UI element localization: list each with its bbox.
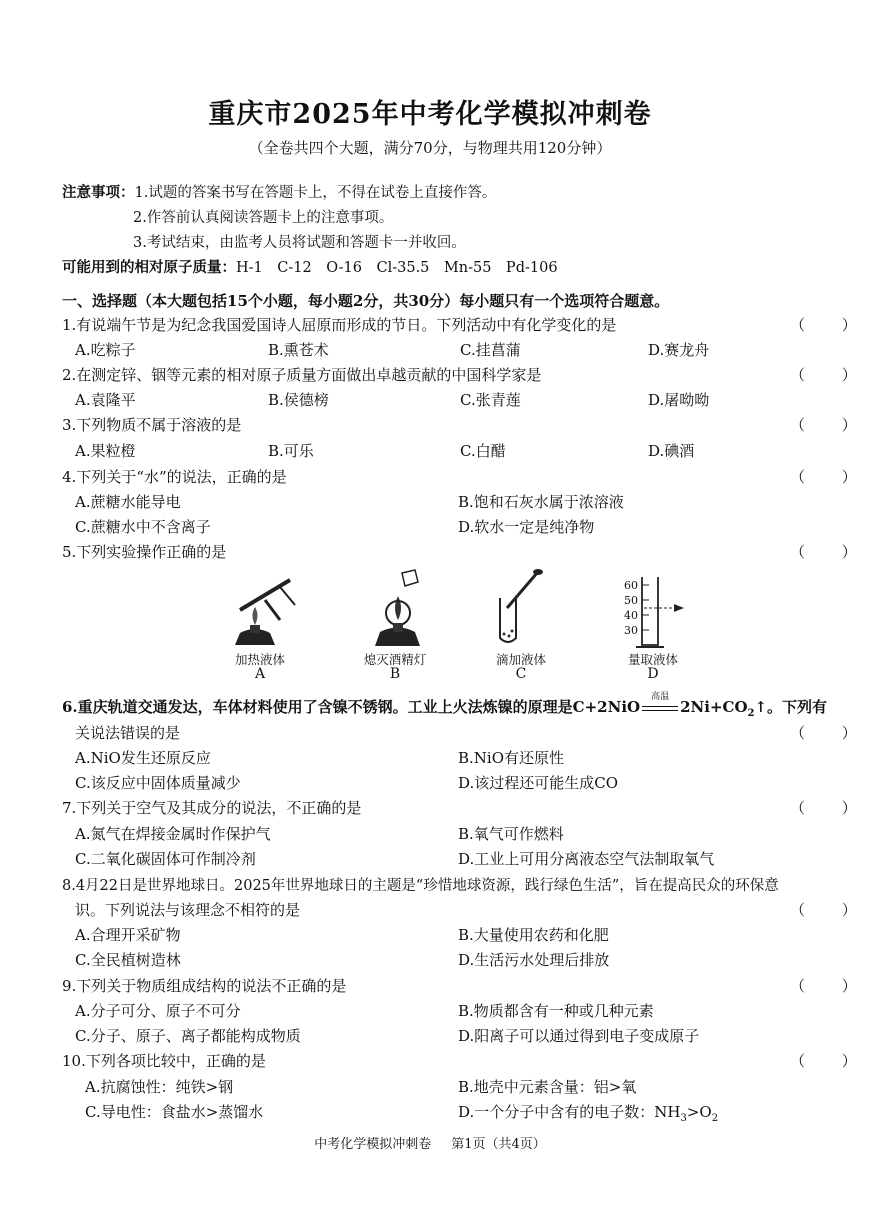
q6-option-c: C.该反应中固体质量减少: [75, 774, 241, 792]
q4-option-c: C.蔗糖水中不含离子: [75, 518, 211, 536]
section-1-header: 一、选择题（本大题包括15个小题，每小题2分，共30分）每小题只有一个选项符合题意。: [62, 292, 670, 310]
q4-answer-paren: （ ）: [790, 468, 873, 486]
fig-b-caption: 熄灭酒精灯: [363, 652, 427, 667]
fig-a-letter: A: [254, 666, 266, 682]
q7-option-d: D.工业上可用分离液态空气法制取氧气: [458, 850, 715, 868]
q6-equals-sign: [642, 706, 678, 711]
q6-stem-line-2: 关说法错误的是: [75, 724, 181, 742]
q1-answer-paren: （ ）: [790, 316, 873, 334]
q2-stem: 2.在测定锌、铟等元素的相对原子质量方面做出卓越贡献的中国科学家是: [62, 366, 542, 384]
q2-answer-paren: （ ）: [790, 366, 873, 384]
q1-stem: 1.有说端午节是为纪念我国爱国诗人屈原而形成的节日。下列活动中有化学变化的是: [62, 316, 617, 334]
q9-answer-paren: （ ）: [790, 977, 873, 995]
fig-d-tick-50: 50: [624, 594, 638, 607]
footer-page-number: 第1页（共4页）: [451, 1137, 546, 1152]
q10-answer-paren: （ ）: [790, 1052, 873, 1070]
q10-option-a: A.抗腐蚀性：纯铁>钢: [85, 1078, 234, 1096]
q8-option-d: D.生活污水处理后排放: [458, 951, 610, 969]
atomic-mass-values: H-1 C-12 O-16 Cl-35.5 Mn-55 Pd-106: [236, 260, 558, 276]
notes-item-1: 1.试题的答案书写在答题卡上，不得在试卷上直接作答。: [134, 185, 497, 201]
q7-stem: 7.下列关于空气及其成分的说法，不正确的是: [62, 799, 362, 817]
q10-stem: 10.下列各项比较中，正确的是: [62, 1052, 266, 1070]
q6-reaction-condition: [640, 692, 680, 716]
q7-answer-paren: （ ）: [790, 799, 873, 817]
q10-option-d-sub1: 3: [680, 1113, 687, 1124]
q6-option-a: A.NiO发生还原反应: [75, 749, 211, 767]
q6-co2-subscript: 2: [747, 708, 755, 719]
q9-option-a: A.分子可分、原子不可分: [75, 1002, 241, 1020]
fig-c-letter: C: [515, 666, 527, 682]
fig-d-tick-30: 30: [624, 624, 638, 637]
notes-item-2: 2.作答前认真阅读答题卡上的注意事项。: [133, 210, 394, 226]
q5-stem: 5.下列实验操作正确的是: [62, 543, 227, 561]
page-subtitle: （全卷共四个大题，满分70分，与物理共用120分钟）: [248, 139, 612, 157]
page-footer: [0, 1133, 860, 1152]
q8-option-a: A.合理开采矿物: [75, 926, 181, 944]
q3-option-a: A.果粒橙: [75, 442, 136, 460]
fig-c-caption: 滴加液体: [495, 652, 546, 667]
fig-b-extinguish-lamp-illustration: [360, 568, 435, 650]
q10-option-d-start: D.一个分子中含有的电子数：NH: [458, 1103, 681, 1121]
q8-option-b: B.大量使用农药和化肥: [458, 926, 609, 944]
q10-option-c: C.导电性：食盐水>蒸馏水: [85, 1103, 264, 1121]
q9-option-d: D.阳离子可以通过得到电子变成原子: [458, 1027, 700, 1045]
q4-option-b: B.饱和石灰水属于浓溶液: [458, 493, 624, 511]
q3-option-b: B.可乐: [268, 442, 314, 460]
fig-c-dropping-liquid-illustration: [492, 568, 552, 648]
q1-option-a: A.吃粽子: [75, 341, 136, 359]
q6-condition-label: 高温: [651, 692, 670, 702]
q3-option-c: C.白醋: [460, 442, 506, 460]
q10-option-d-sub2: 2: [711, 1113, 719, 1124]
q6-stem-start: 6.重庆轨道交通发达，车体材料使用了含镍不锈钢。工业上火法炼镍的原理是C+2NiO: [62, 698, 641, 716]
q2-option-c: C.张青莲: [460, 391, 521, 409]
q6-stem-line-1: [62, 692, 828, 719]
fig-d-ticks: [624, 578, 638, 638]
q2-option-d: D.屠呦呦: [648, 391, 710, 409]
q10-option-d-mid: >O: [686, 1103, 712, 1121]
q1-option-c: C.挂菖蒲: [460, 341, 521, 359]
q9-option-b: B.物质都含有一种或几种元素: [458, 1002, 654, 1020]
q8-stem-line-1: 8.4月22日是世界地球日。2025年世界地球日的主题是“珍惜地球资源，践行绿色生活”，旨在提高民众的环保意: [62, 878, 779, 894]
q6-stem-tail: ↑。下列有: [754, 698, 828, 716]
notes-line-1: [62, 181, 496, 202]
q1-option-d: D.赛龙舟: [648, 341, 710, 359]
q10-option-d: [458, 1101, 718, 1124]
page-title: 重庆市2025年中考化学模拟冲刺卷: [208, 99, 652, 130]
fig-d-tick-60: 60: [624, 579, 638, 592]
q7-option-b: B.氧气可作燃料: [458, 825, 564, 843]
fig-a-caption: 加热液体: [234, 652, 285, 667]
q6-stem-products: 2Ni+CO: [680, 698, 748, 716]
q6-option-b: B.NiO有还原性: [458, 749, 565, 767]
q6-answer-paren: （ ）: [790, 724, 873, 742]
q8-stem-line-2: 识。下列说法与该理念不相符的是: [75, 901, 301, 919]
q2-option-a: A.袁隆平: [75, 391, 136, 409]
q9-stem: 9.下列关于物质组成结构的说法不正确的是: [62, 977, 347, 995]
notes-label: 注意事项：: [62, 184, 135, 201]
q8-answer-paren: （ ）: [790, 901, 873, 919]
q1-option-b: B.熏苍术: [268, 341, 329, 359]
atomic-mass-label: 可能用到的相对原子质量：: [62, 259, 236, 276]
q5-answer-paren: （ ）: [790, 543, 873, 561]
footer-exam-name: 中考化学模拟冲刺卷: [314, 1137, 432, 1152]
q4-option-d: D.软水一定是纯净物: [458, 518, 595, 536]
q7-option-c: C.二氧化碳固体可作制冷剂: [75, 850, 256, 868]
q4-stem: 4.下列关于“水”的说法，正确的是: [62, 468, 287, 486]
fig-b-letter: B: [389, 666, 401, 682]
q3-stem: 3.下列物质不属于溶液的是: [62, 416, 242, 434]
q7-option-a: A.氮气在焊接金属时作保护气: [75, 825, 271, 843]
q4-option-a: A.蔗糖水能导电: [75, 493, 181, 511]
q2-option-b: B.侯德榜: [268, 391, 329, 409]
q9-option-c: C.分子、原子、离子都能构成物质: [75, 1027, 301, 1045]
fig-d-caption: 量取液体: [627, 652, 678, 667]
q6-option-d: D.该过程还可能生成CO: [458, 774, 619, 792]
atomic-mass-line: [62, 256, 558, 277]
fig-a-heating-liquid-illustration: [220, 575, 305, 650]
fig-d-tick-40: 40: [624, 609, 638, 622]
q10-option-b: B.地壳中元素含量：铝>氧: [458, 1078, 637, 1096]
q8-option-c: C.全民植树造林: [75, 951, 181, 969]
notes-item-3: 3.考试结束，由监考人员将试题和答题卡一并收回。: [133, 235, 466, 251]
fig-d-letter: D: [647, 666, 659, 682]
q3-answer-paren: （ ）: [790, 416, 873, 434]
q3-option-d: D.碘酒: [648, 442, 695, 460]
